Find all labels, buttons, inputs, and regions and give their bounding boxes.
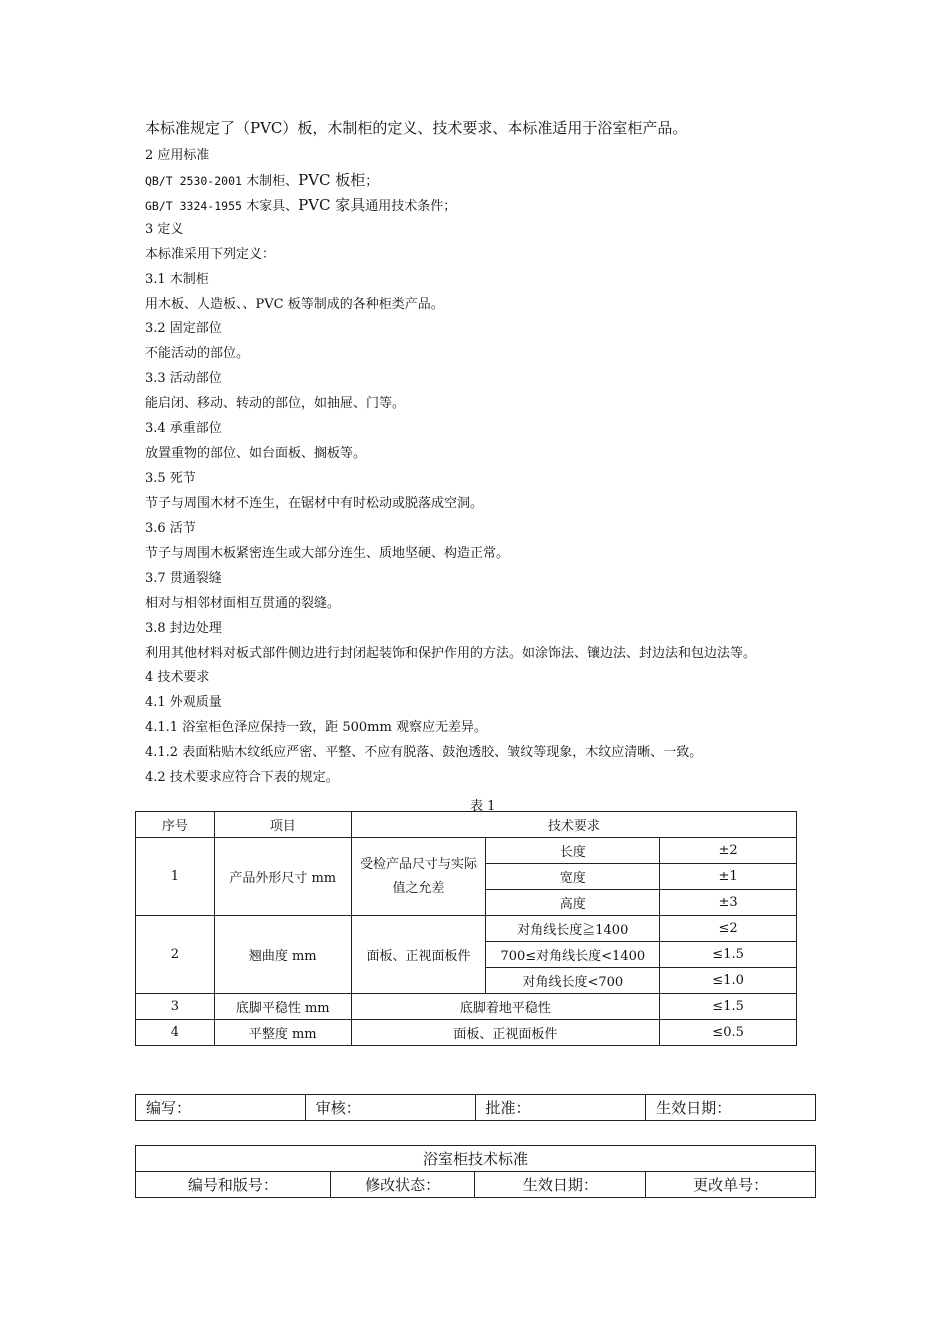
table-cell: 平整度 mm <box>214 1020 351 1046</box>
table-cell: ±3 <box>660 890 797 916</box>
change-number-field[interactable]: 更改单号： <box>646 1172 816 1198</box>
footer-fields-row <box>136 1172 816 1198</box>
table-cell: 产品外形尺寸 mm <box>214 838 351 916</box>
body-text: 节子与周围木板紧密连生或大部分连生、质地坚硬、构造正常。 <box>145 546 510 561</box>
effective-date-field[interactable]: 生效日期： <box>475 1172 646 1198</box>
table-cell: ≤1.0 <box>660 968 797 994</box>
table-cell: 受检产品尺寸与实际值之允差 <box>351 838 486 916</box>
table-cell: ≤2 <box>660 916 797 942</box>
table-cell: 对角线长度<700 <box>486 968 660 994</box>
standard-code: GB/T 3324-1955 <box>145 199 242 213</box>
subsection-heading: 3.1 木制柜 <box>145 272 209 287</box>
body-text: 利用其他材料对板式部件侧边进行封闭起装饰和保护作用的方法。如涂饰法、镶边法、封边法和包边法等。 <box>145 646 757 661</box>
table-row <box>136 916 797 942</box>
standard-ref-line <box>145 172 378 190</box>
standard-code: QB/T 2530-2001 <box>145 174 242 188</box>
version-field[interactable]: 编号和版号： <box>136 1172 331 1198</box>
ref-text: PVC 板柜 <box>298 171 366 189</box>
subsection-heading: 3.8 封边处理 <box>145 621 222 636</box>
ref-text: 木家具、 <box>241 199 299 214</box>
body-text: 4.1.1 浴室柜色泽应保持一致，距 500mm 观察应无差异。 <box>145 720 487 735</box>
table-row <box>136 1020 797 1046</box>
table-cell: ≤1.5 <box>660 942 797 968</box>
section-heading: 2 应用标准 <box>145 148 210 163</box>
body-text: 本标准采用下列定义： <box>145 247 276 262</box>
table-cell: ≤1.5 <box>660 994 797 1020</box>
body-text: 不能活动的部位。 <box>145 346 250 361</box>
table-cell: 高度 <box>486 890 660 916</box>
ref-text: 木制柜、 <box>241 174 299 189</box>
ref-text: 通用技术条件； <box>365 199 457 214</box>
subsection-heading: 3.7 贯通裂缝 <box>145 571 222 586</box>
table-cell: 3 <box>136 994 215 1020</box>
table-caption: 表 1 <box>470 799 496 814</box>
body-text: 相对与相邻材面相互贯通的裂缝。 <box>145 596 341 611</box>
table-cell: 面板、正视面板件 <box>351 1020 660 1046</box>
table-cell: 700≤对角线长度<1400 <box>486 942 660 968</box>
document-footer-table <box>135 1145 816 1198</box>
table-cell: 宽度 <box>486 864 660 890</box>
subsection-heading: 3.3 活动部位 <box>145 371 222 386</box>
body-text: 4.2 技术要求应符合下表的规定。 <box>145 770 339 785</box>
table-cell: 底脚平稳性 mm <box>214 994 351 1020</box>
subsection-heading: 3.2 固定部位 <box>145 321 222 336</box>
signoff-row <box>136 1095 816 1121</box>
table-cell: 面板、正视面板件 <box>351 916 486 994</box>
spec-table <box>135 811 797 1046</box>
ref-text: ； <box>365 174 379 189</box>
body-text: 用木板、人造板、、PVC 板等制成的各种柜类产品。 <box>145 297 444 312</box>
standard-ref-line <box>145 197 456 215</box>
table-header-row <box>136 812 797 838</box>
header-cell: 项目 <box>214 812 351 838</box>
section-heading: 4 技术要求 <box>145 670 210 685</box>
signoff-table <box>135 1094 816 1121</box>
subsection-heading: 3.5 死节 <box>145 471 196 486</box>
body-text: 能启闭、移动、转动的部位，如抽屉、门等。 <box>145 396 406 411</box>
subsection-heading: 4.1 外观质量 <box>145 695 222 710</box>
table-row <box>136 838 797 864</box>
table-row <box>136 994 797 1020</box>
table-cell: ±1 <box>660 864 797 890</box>
table-cell: 2 <box>136 916 215 994</box>
document-title: 浴室柜技术标准 <box>136 1146 816 1172</box>
table-cell: 4 <box>136 1020 215 1046</box>
table-cell: ±2 <box>660 838 797 864</box>
body-text: 4.1.2 表面粘贴木纹纸应严密、平整、不应有脱落、鼓泡透胶、皱纹等现象，木纹应清晰、一致。 <box>145 745 703 760</box>
ref-text: PVC 家具 <box>298 196 366 214</box>
intro-paragraph: 本标准规定了（PVC）板，木制柜的定义、技术要求、本标准适用于浴室柜产品。 <box>145 119 688 137</box>
reviewer-field[interactable]: 审核： <box>305 1095 475 1121</box>
revision-status-field[interactable]: 修改状态： <box>330 1172 475 1198</box>
table-cell: ≤0.5 <box>660 1020 797 1046</box>
body-text: 放置重物的部位、如台面板、搁板等。 <box>145 446 367 461</box>
body-text: 节子与周围木材不连生，在锯材中有时松动或脱落成空洞。 <box>145 496 484 511</box>
table-cell: 对角线长度≧1400 <box>486 916 660 942</box>
author-field[interactable]: 编写： <box>136 1095 306 1121</box>
table-cell: 底脚着地平稳性 <box>351 994 660 1020</box>
effective-date-field[interactable]: 生效日期： <box>646 1095 816 1121</box>
table-cell: 翘曲度 mm <box>214 916 351 994</box>
table-cell: 长度 <box>486 838 660 864</box>
table-cell: 1 <box>136 838 215 916</box>
approver-field[interactable]: 批准： <box>475 1095 646 1121</box>
header-cell: 技术要求 <box>351 812 796 838</box>
section-heading: 3 定义 <box>145 222 184 237</box>
subsection-heading: 3.4 承重部位 <box>145 421 222 436</box>
header-cell: 序号 <box>136 812 215 838</box>
subsection-heading: 3.6 活节 <box>145 521 196 536</box>
